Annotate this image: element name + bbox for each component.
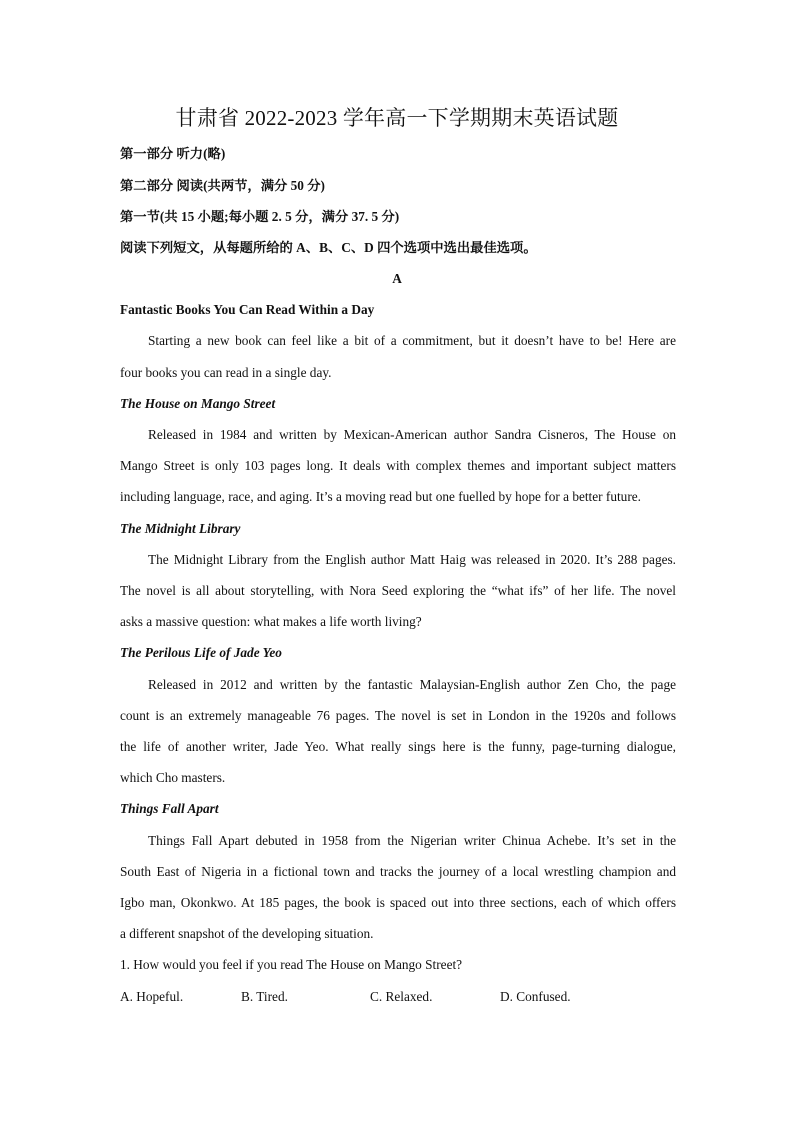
intro-line: Starting a new book can feel like a bit of a commitment, but it doesn’t have to be! Here are xyxy=(148,333,676,348)
part1-heading: 第一部分 听力(略) xyxy=(120,146,226,161)
book-paragraph-line: The novel is all about storytelling, with Nora Seed exploring the “what ifs” of her life. The novel xyxy=(120,583,676,598)
passage-heading: Fantastic Books You Can Read Within a Day xyxy=(120,302,375,317)
book-paragraph-line: Released in 2012 and written by the fantastic Malaysian-English author Zen Cho, the page xyxy=(148,677,676,692)
question-stem: 1. How would you feel if you read The House on Mango Street? xyxy=(120,957,463,972)
book-title: Things Fall Apart xyxy=(120,801,219,816)
book-title: The Perilous Life of Jade Yeo xyxy=(120,645,282,660)
book-title: The Midnight Library xyxy=(120,521,241,536)
book-paragraph-line: South East of Nigeria in a fictional town and tracks the journey of a local wrestling champion and xyxy=(120,864,676,879)
book-paragraph-line: count is an extremely manageable 76 pages. The novel is set in London in the 1920s and follows xyxy=(120,708,676,723)
intro-line: four books you can read in a single day. xyxy=(120,365,332,380)
book-paragraph-line: Things Fall Apart debuted in 1958 from the Nigerian writer Chinua Achebe. It’s set in the xyxy=(148,833,676,848)
book-title: The House on Mango Street xyxy=(120,396,276,411)
option-d: D. Confused. xyxy=(500,989,571,1004)
book-paragraph-line: Igbo man, Okonkwo. At 185 pages, the book is spaced out into three sections, each of which offers xyxy=(120,895,676,910)
book-paragraph-line: including language, race, and aging. It’s a moving read but one fuelled by hope for a better future. xyxy=(120,489,641,504)
book-paragraph-line: which Cho masters. xyxy=(120,770,226,785)
page-title: 甘肃省 2022-2023 学年高一下学期期末英语试题 xyxy=(175,106,619,130)
instruction-text: 阅读下列短文，从每题所给的 A、B、C、D 四个选项中选出最佳选项。 xyxy=(120,240,537,255)
book-paragraph-line: the life of another writer, Jade Yeo. What really sings here is the funny, page-turning dialogue, xyxy=(120,739,676,754)
book-paragraph-line: Released in 1984 and written by Mexican-American author Sandra Cisneros, The House on xyxy=(148,427,676,442)
passage-letter: A xyxy=(392,271,402,286)
book-paragraph-line: a different snapshot of the developing situation. xyxy=(120,926,374,941)
book-paragraph-line: The Midnight Library from the English author Matt Haig was released in 2020. It’s 288 pages. xyxy=(148,552,676,567)
section1-heading: 第一节(共 15 小题;每小题 2. 5 分，满分 37. 5 分) xyxy=(120,209,400,224)
option-c: C. Relaxed. xyxy=(370,989,433,1004)
option-b: B. Tired. xyxy=(241,989,288,1004)
book-paragraph-line: Mango Street is only 103 pages long. It deals with complex themes and important subject matters xyxy=(120,458,676,473)
option-a: A. Hopeful. xyxy=(120,989,184,1004)
part2-heading: 第二部分 阅读(共两节，满分 50 分) xyxy=(120,178,325,193)
book-paragraph-line: asks a massive question: what makes a life worth living? xyxy=(120,614,422,629)
